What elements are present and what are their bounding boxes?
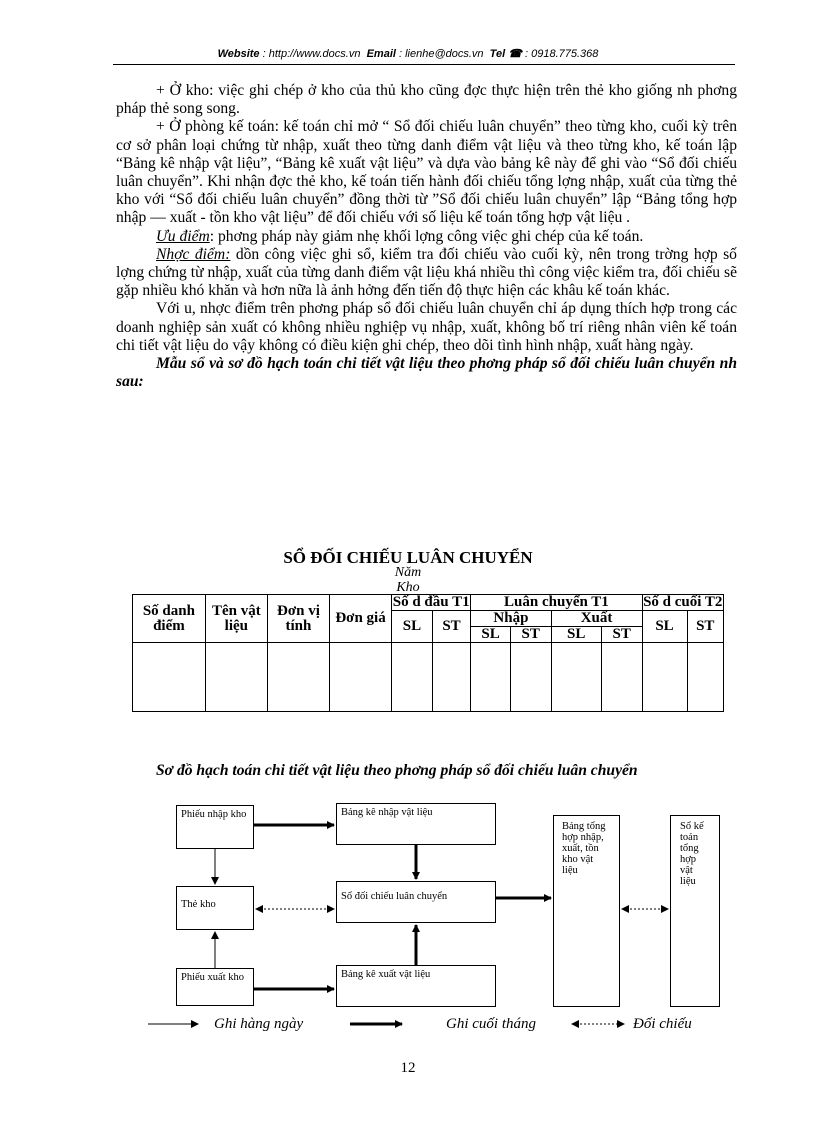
diagram-title: Sơ đồ hạch toán chi tiết vật liệu theo phơng pháp sổ đối chiếu luân chuyển [156, 762, 638, 779]
ledger-title: SỔ ĐỐI CHIẾU LUÂN CHUYỂN [283, 548, 533, 567]
ledger-year: Năm [394, 565, 422, 580]
legend-reconcile: Đối chiếu [633, 1016, 692, 1032]
col-price-header: Đơn giá [329, 595, 391, 643]
reconcile-book-box: Sổ đối chiếu luân chuyển [336, 881, 496, 923]
stock-card-box: Thẻ kho [176, 886, 254, 930]
export-st: ST [601, 627, 642, 643]
paragraph-warehouse: + Ở kho: việc ghi chép ở kho của thủ kho cũng đợc thực hiện trên thẻ kho giống nh phơng pháp thẻ song song. [116, 82, 737, 118]
col-import-header: Nhập [471, 611, 551, 627]
website-label: Website [217, 48, 260, 60]
paragraph-sample-intro: Mẫu sổ và sơ đồ hạch toán chi tiết vật liệu theo phơng pháp sổ đối chiếu luân chuyển nh sau: [116, 355, 737, 391]
col-rotation-header: Luân chuyển T1 [471, 595, 642, 611]
closing-sl: SL [642, 611, 687, 643]
advantage-text: : phơng pháp này giảm nhẹ khối lợng công việc ghi chép của kế toán. [209, 227, 644, 245]
email-label: Email [366, 48, 396, 60]
col-code-header: Số danh điểm [133, 595, 206, 643]
issue-box: Phiếu xuất kho [176, 968, 254, 1006]
tel-value: : 0918.775.368 [525, 48, 599, 60]
col-unit-header: Đơn vị tính [267, 595, 329, 643]
import-sl: SL [471, 627, 511, 643]
export-list-box: Bảng kê xuất vật liệu [336, 965, 496, 1007]
ledger-warehouse: Kho [396, 580, 420, 595]
page-number: 12 [400, 1060, 416, 1076]
col-opening-header: Số d đầu T1 [392, 594, 470, 610]
col-closing-header: Số d cuối T2 [643, 594, 723, 610]
closing-st: ST [687, 611, 724, 643]
phone-icon: ☎ [508, 48, 522, 60]
summary-box: Bảng tổng hợp nhập, xuất, tồn kho vật liệu [553, 815, 620, 1007]
email-value: : lienhe@docs.vn [399, 48, 484, 60]
opening-st: ST [432, 611, 471, 643]
disadvantage-label: Nhợc điểm: [156, 245, 231, 263]
paragraph-accounting: + Ở phòng kế toán: kế toán chỉ mở “ Sổ đối chiếu luân chuyển” theo từng kho, cuối kỳ trên cơ sở phân loại chứng từ nhập, xuất theo từng danh điểm vật liệu và theo từng kho, kế toán lập “Bảng kê nhập vật liệu”, “Bảng kê xuất vật liệu” và dựa vào bảng kê này để ghi vào “Sổ đối chiếu luân chuyển”. Khi nhận đợc thẻ kho, kế toán tiến hành đối chiếu tổng lợng nhập, xuất của từng thẻ kho với “Sổ đối chiếu luân chuyển” đồng thời từ ”Sổ đối chiếu luân chuyển” lập “Bảng tổng hợp nhập — xuất - tồn kho vật liệu” để đối chiếu với số liệu kế toán tổng hợp vật liệu . [116, 118, 737, 227]
ledger-book-box: Sổ kế toán tổng hợp vật liệu [670, 815, 720, 1007]
import-st: ST [510, 627, 551, 643]
opening-sl: SL [392, 611, 433, 643]
legend-month-end: Ghi cuối tháng [446, 1016, 536, 1032]
paragraph-applicability: Với u, nhợc điểm trên phơng pháp sổ đối chiếu luân chuyển chỉ áp dụng thích hợp trong các doanh nghiệp sản xuất có không nhiều nghiệp vụ nhập, xuất, không bố trí riêng nhân viên kế toán chi tiết vật liệu do vậy không có điều kiện ghi chép, theo dõi tình hình nhập, xuất hàng ngày. [116, 300, 737, 354]
website-value: : http://www.docs.vn [262, 48, 361, 60]
legend-daily: Ghi hàng ngày [214, 1016, 304, 1032]
disadvantage-text: dồn công việc ghi sổ, kiểm tra đối chiếu vào cuối kỳ, nên trong trờng hợp số lợng chứng từ nhập, xuất của từng danh điểm vật liệu khá nhiều thì công việc kiểm tra, đối chiếu sẽ gặp nhiều khó khăn và hơn nữa là ảnh hởng đến tiến độ thực hiện các khâu kế toán khác. [116, 245, 737, 300]
tel-label: Tel [489, 48, 506, 60]
import-list-box: Bảng kê nhập vật liệu [336, 803, 496, 845]
receipt-box: Phiếu nhập kho [176, 805, 254, 849]
export-sl: SL [551, 627, 601, 643]
col-export-header: Xuất [551, 611, 642, 627]
col-name-header: Tên vật liệu [205, 595, 267, 643]
advantage-label: Ưu điểm [156, 227, 210, 245]
